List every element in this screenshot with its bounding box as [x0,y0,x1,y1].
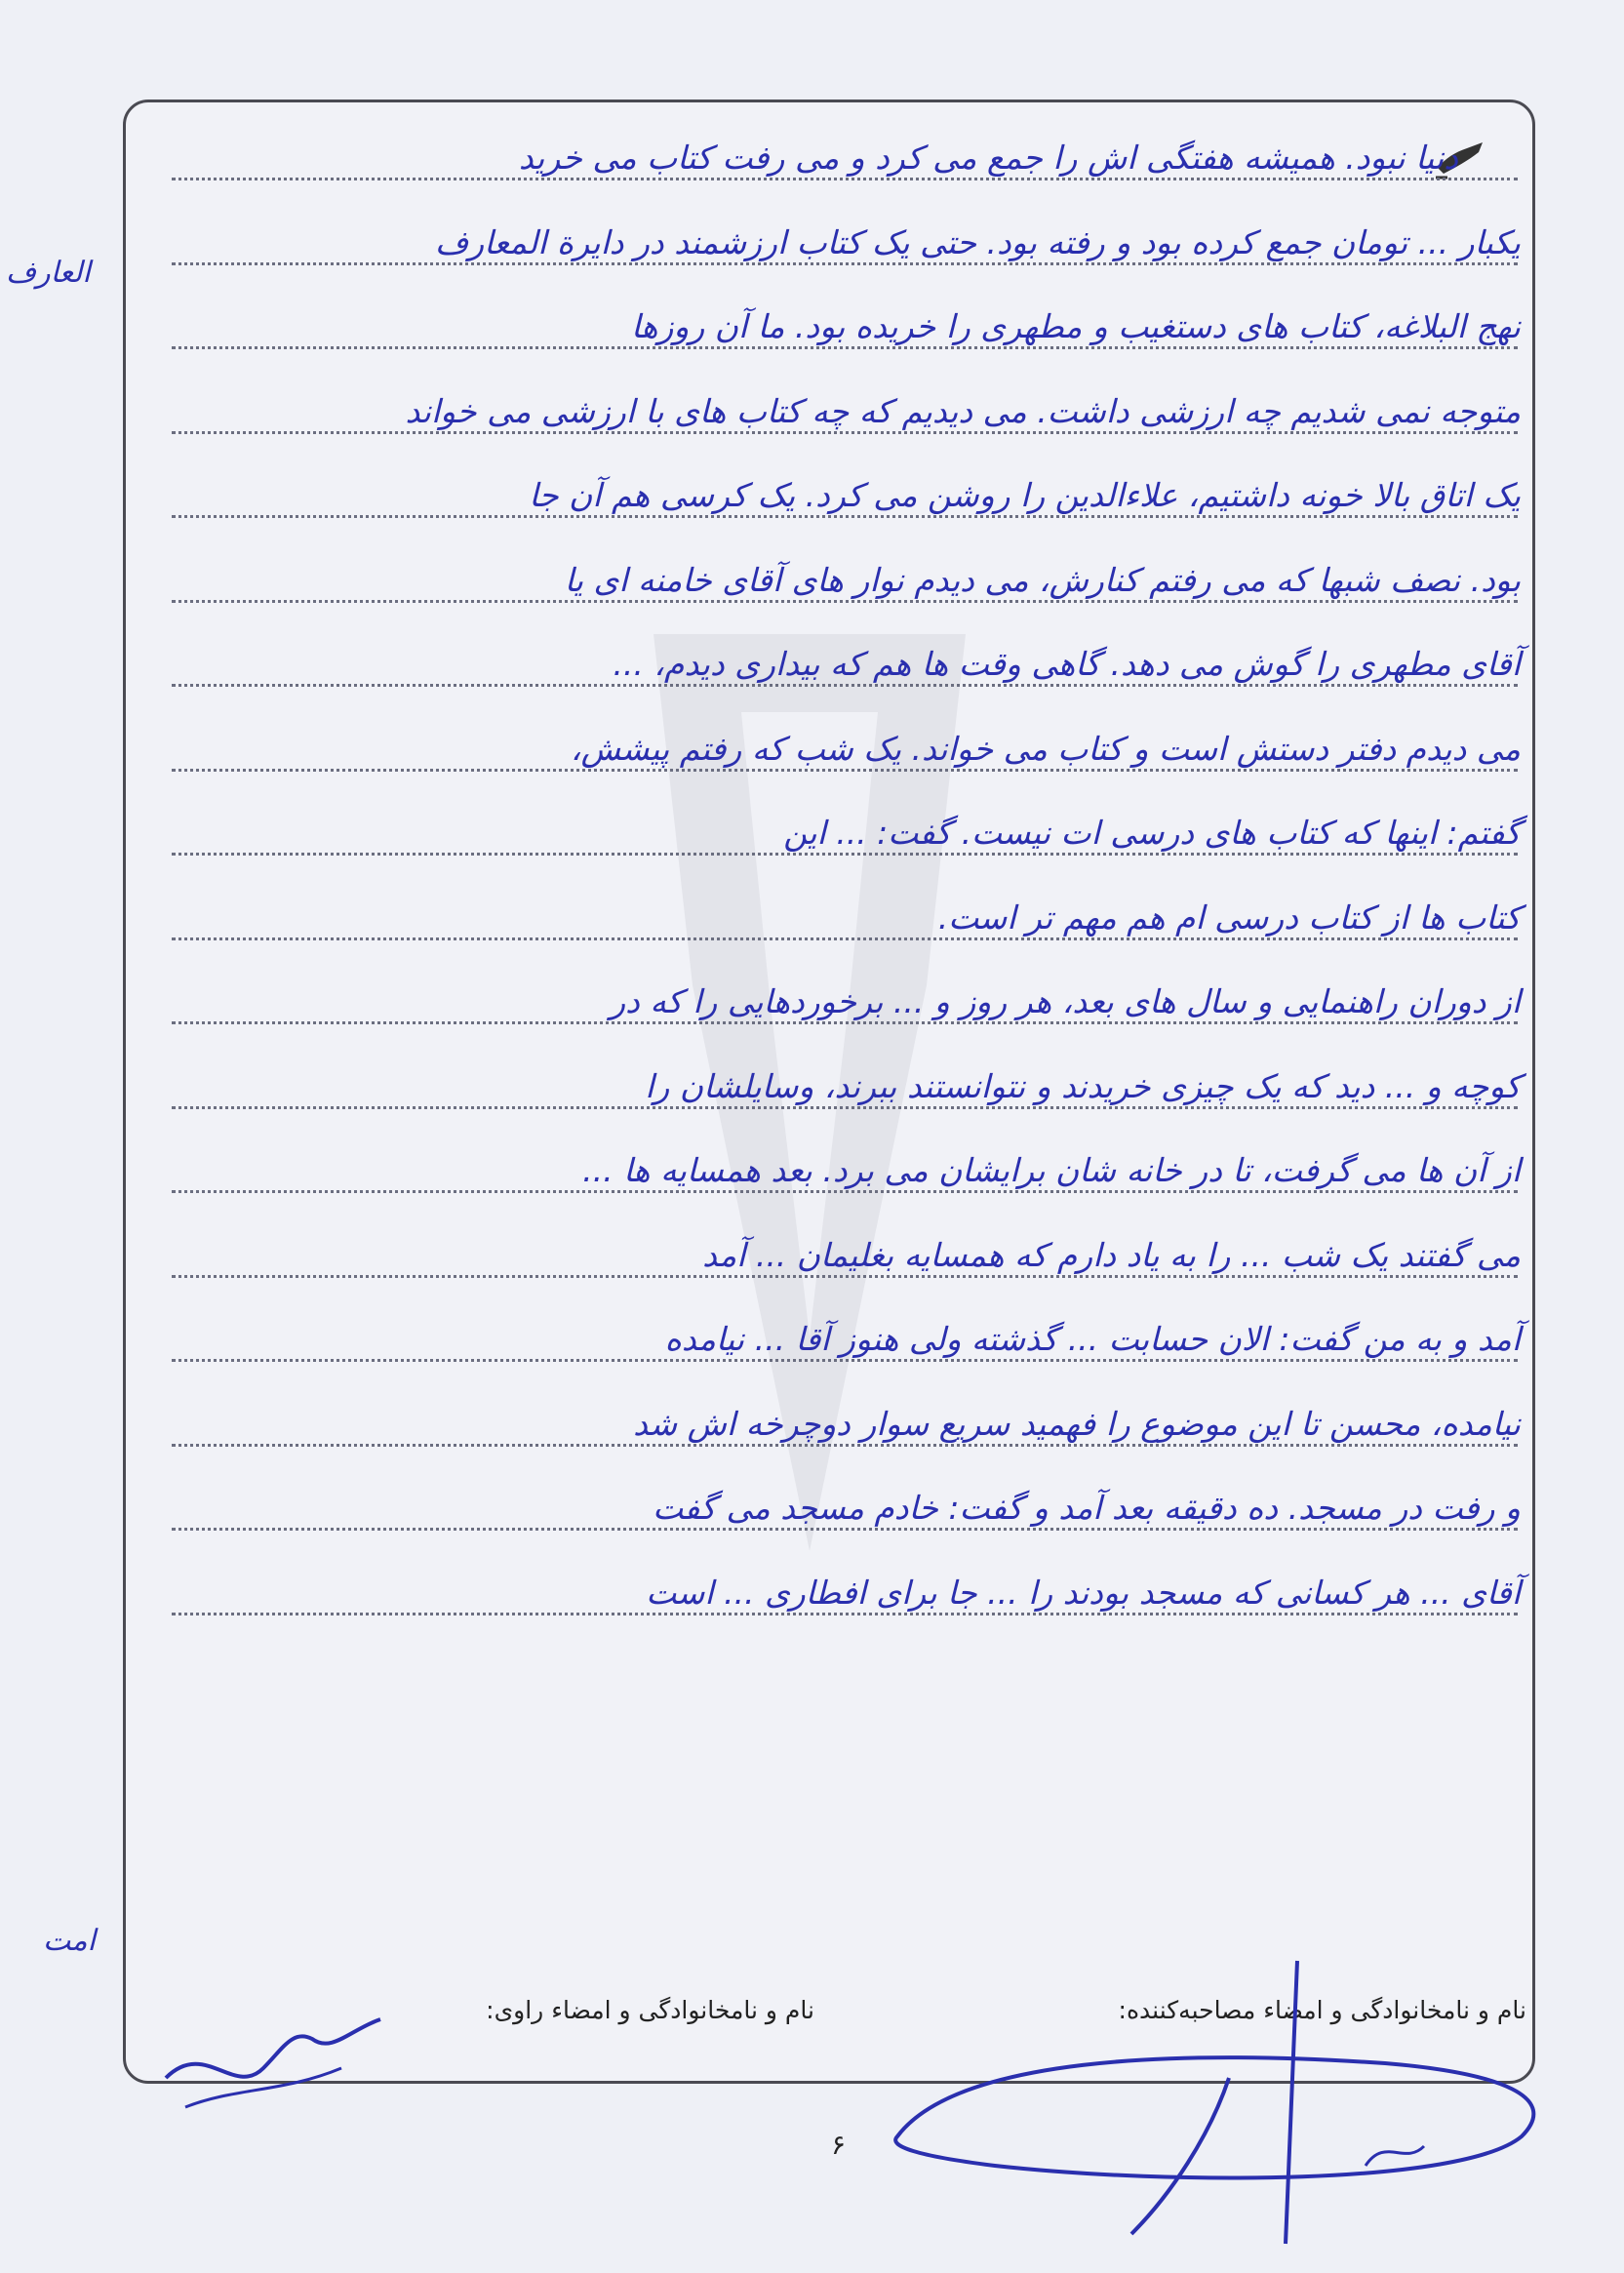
interviewer-signature [878,1941,1580,2253]
handwritten-line: می دیدم دفتر دستش است و کتاب می خواند. یک شب که رفتم پیشش، [570,729,1521,768]
handwritten-line: از دوران راهنمایی و سال های بعد، هر روز و ... برخوردهایی را که در [610,982,1521,1020]
handwritten-line: نیامده، محسن تا این موضوع را فهمید سریع سوار دوچرخه اش شد [633,1404,1521,1443]
handwritten-line: کتاب ها از کتاب درسی ام هم مهم تر است. [937,897,1521,937]
handwritten-line: و رفت در مسجد. ده دقیقه بعد آمد و گفت: خادم مسجد می گفت [653,1489,1521,1527]
narrator-label: نام و نامخانوادگی و امضاء راوی: [486,1996,814,2024]
handwritten-line: یکبار ... تومان جمع کرده بود و رفته بود. حتی یک کتاب ارزشمند در دایرة المعارف [435,222,1521,261]
narrator-signature [146,2000,400,2127]
page-number: ۶ [831,2129,847,2161]
interviewer-label: نام و نامخانوادگی و امضاء مصاحبه‌کننده: [1118,1996,1526,2024]
handwritten-line: نهج البلاغه، کتاب های دستغیب و مطهری را خریده بود. ما آن روزها [631,307,1521,345]
handwritten-line: متوجه نمی شدیم چه ارزشی داشت. می دیدیم که چه کتاب های با ارزشی می خواند [405,391,1521,430]
handwritten-line: دنیا نبود. همیشه هفتگی اش را جمع می کرد و می رفت کتاب می خرید [518,139,1458,177]
margin-note-bottom: امت [43,1924,96,1958]
handwritten-line: از آن ها می گرفت، تا در خانه شان برایشان می برد. بعد همسایه ها ... [582,1151,1521,1189]
margin-note-top: العارف [6,256,91,290]
handwritten-line: یک اتاق بالا خونه داشتیم، علاءالدین را روشن می کرد. یک کرسی هم آن جا [529,476,1521,514]
handwritten-line: گفتم: اینها که کتاب های درسی ات نیست. گفت: ... این [783,814,1521,852]
handwritten-line: می گفتند یک شب ... را به یاد دارم که همسایه بغلیمان ... آمد [702,1235,1521,1274]
handwritten-line: بود. نصف شبها که می رفتم کنارش، می دیدم نوار های آقای خامنه ای یا [564,560,1521,599]
handwritten-line: آقای مطهری را گوش می دهد. گاهی وقت ها هم که بیداری دیدم، ... [613,645,1521,683]
handwritten-line: کوچه و ... دید که یک چیزی خریدند و نتوانستند ببرند، وسایلشان را [645,1066,1521,1105]
handwritten-line: آمد و به من گفت: الان حسابت ... گذشته ولی هنوز آقا ... نیامده [664,1320,1521,1358]
handwritten-line: آقای ... هر کسانی که مسجد بودند را ... جا برای افطاری ... است [646,1573,1521,1612]
